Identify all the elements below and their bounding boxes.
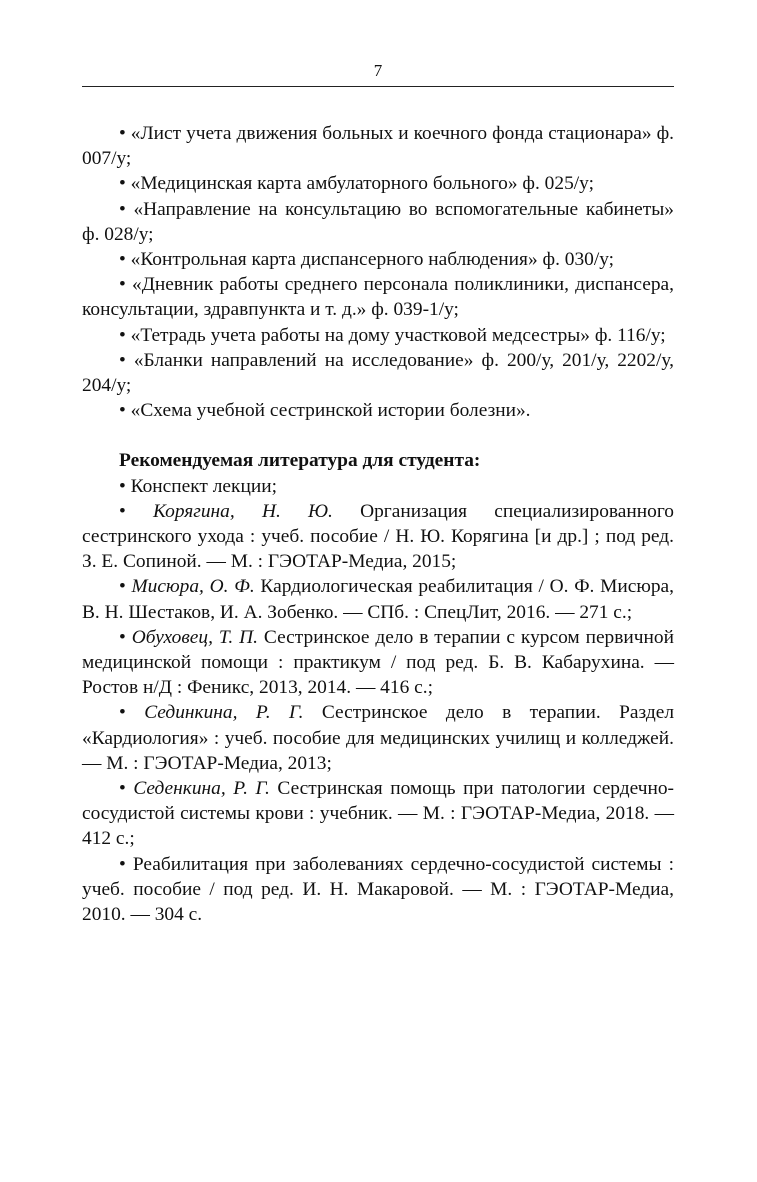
author-name: Мисюра, О. Ф. [131, 576, 255, 598]
page-content [82, 121, 674, 927]
literature-item: • Корягина, Н. Ю. Организация специализированного сестринского ухода : учеб. пособие / Н. Ю. Корягина [и др.] ; под ред. З. Е. Сопиной. — М. : ГЭОТАР-Медиа, 2015; [82, 500, 675, 573]
author-name: Корягина, Н. Ю. [153, 500, 333, 522]
literature-item: • Мисюра, О. Ф. Кардиологическая реабилитация / О. Ф. Мисюра, В. Н. Шестаков, И. А. Зобенко. — СПб. : СпецЛит, 2016. — 271 с.; [82, 576, 674, 623]
literature-item: • Обуховец, Т. П. Сестринское дело в терапии с курсом первичной медицинской помощи : практикум / под ред. Б. В. Кабарухина. — Ростов н/Д : Феникс, 2013, 2014. — 416 с.; [82, 626, 674, 699]
literature-item: • Конспект лекции; [119, 475, 277, 497]
book-page [82, 58, 674, 927]
list-item-form: • «Контрольная карта диспансерного наблюдения» ф. 030/у; [119, 249, 615, 271]
author-name: Сединкина, Р. Г. [144, 702, 304, 724]
literature-item: • Сединкина, Р. Г. Сестринское дело в терапии. Раздел «Кардиология» : учеб. пособие для медицинских училищ и колледжей. — М. : ГЭОТАР-Медиа, 2013; [82, 702, 674, 774]
page-number: 7 [373, 61, 383, 80]
list-item-form: • «Медицинская карта амбулаторного больного» ф. 025/у; [119, 173, 594, 195]
literature-heading: Рекомендуемая литература для студента: [119, 450, 481, 472]
list-item-form: • «Дневник работы среднего персонала поликлиники, диспансера, консультации, здравпункта и т. д.» ф. 039-1/у; [82, 274, 674, 321]
list-item-form: • «Лист учета движения больных и коечного фонда стационара» ф. 007/у; [82, 123, 674, 170]
author-name: Обуховец, Т. П. [131, 626, 259, 648]
literature-item: • Реабилитация при заболеваниях сердечно-сосудистой системы : учеб. пособие / под ред. И. Н. Макаровой. — М. : ГЭОТАР-Медиа, 2010. — 304 с. [82, 853, 674, 926]
list-item-form: • «Тетрадь учета работы на дому участковой медсестры» ф. 116/у; [119, 324, 666, 346]
list-item-form: • «Бланки направлений на исследование» ф. 200/у, 201/у, 2202/у, 204/у; [82, 349, 674, 397]
literature-item: • Седенкина, Р. Г. Сестринская помощь при патологии сердечно-сосудистой системы крови : учебник. — М. : ГЭОТАР-Медиа, 2018. — 412 с.; [82, 778, 675, 850]
list-item-form: • «Направление на консультацию во вспомогательные кабинеты» ф. 028/у; [82, 198, 674, 245]
header-rule [82, 86, 674, 87]
author-name: Седенкина, Р. Г. [133, 778, 270, 800]
list-item-form: • «Схема учебной сестринской истории болезни». [119, 400, 531, 422]
